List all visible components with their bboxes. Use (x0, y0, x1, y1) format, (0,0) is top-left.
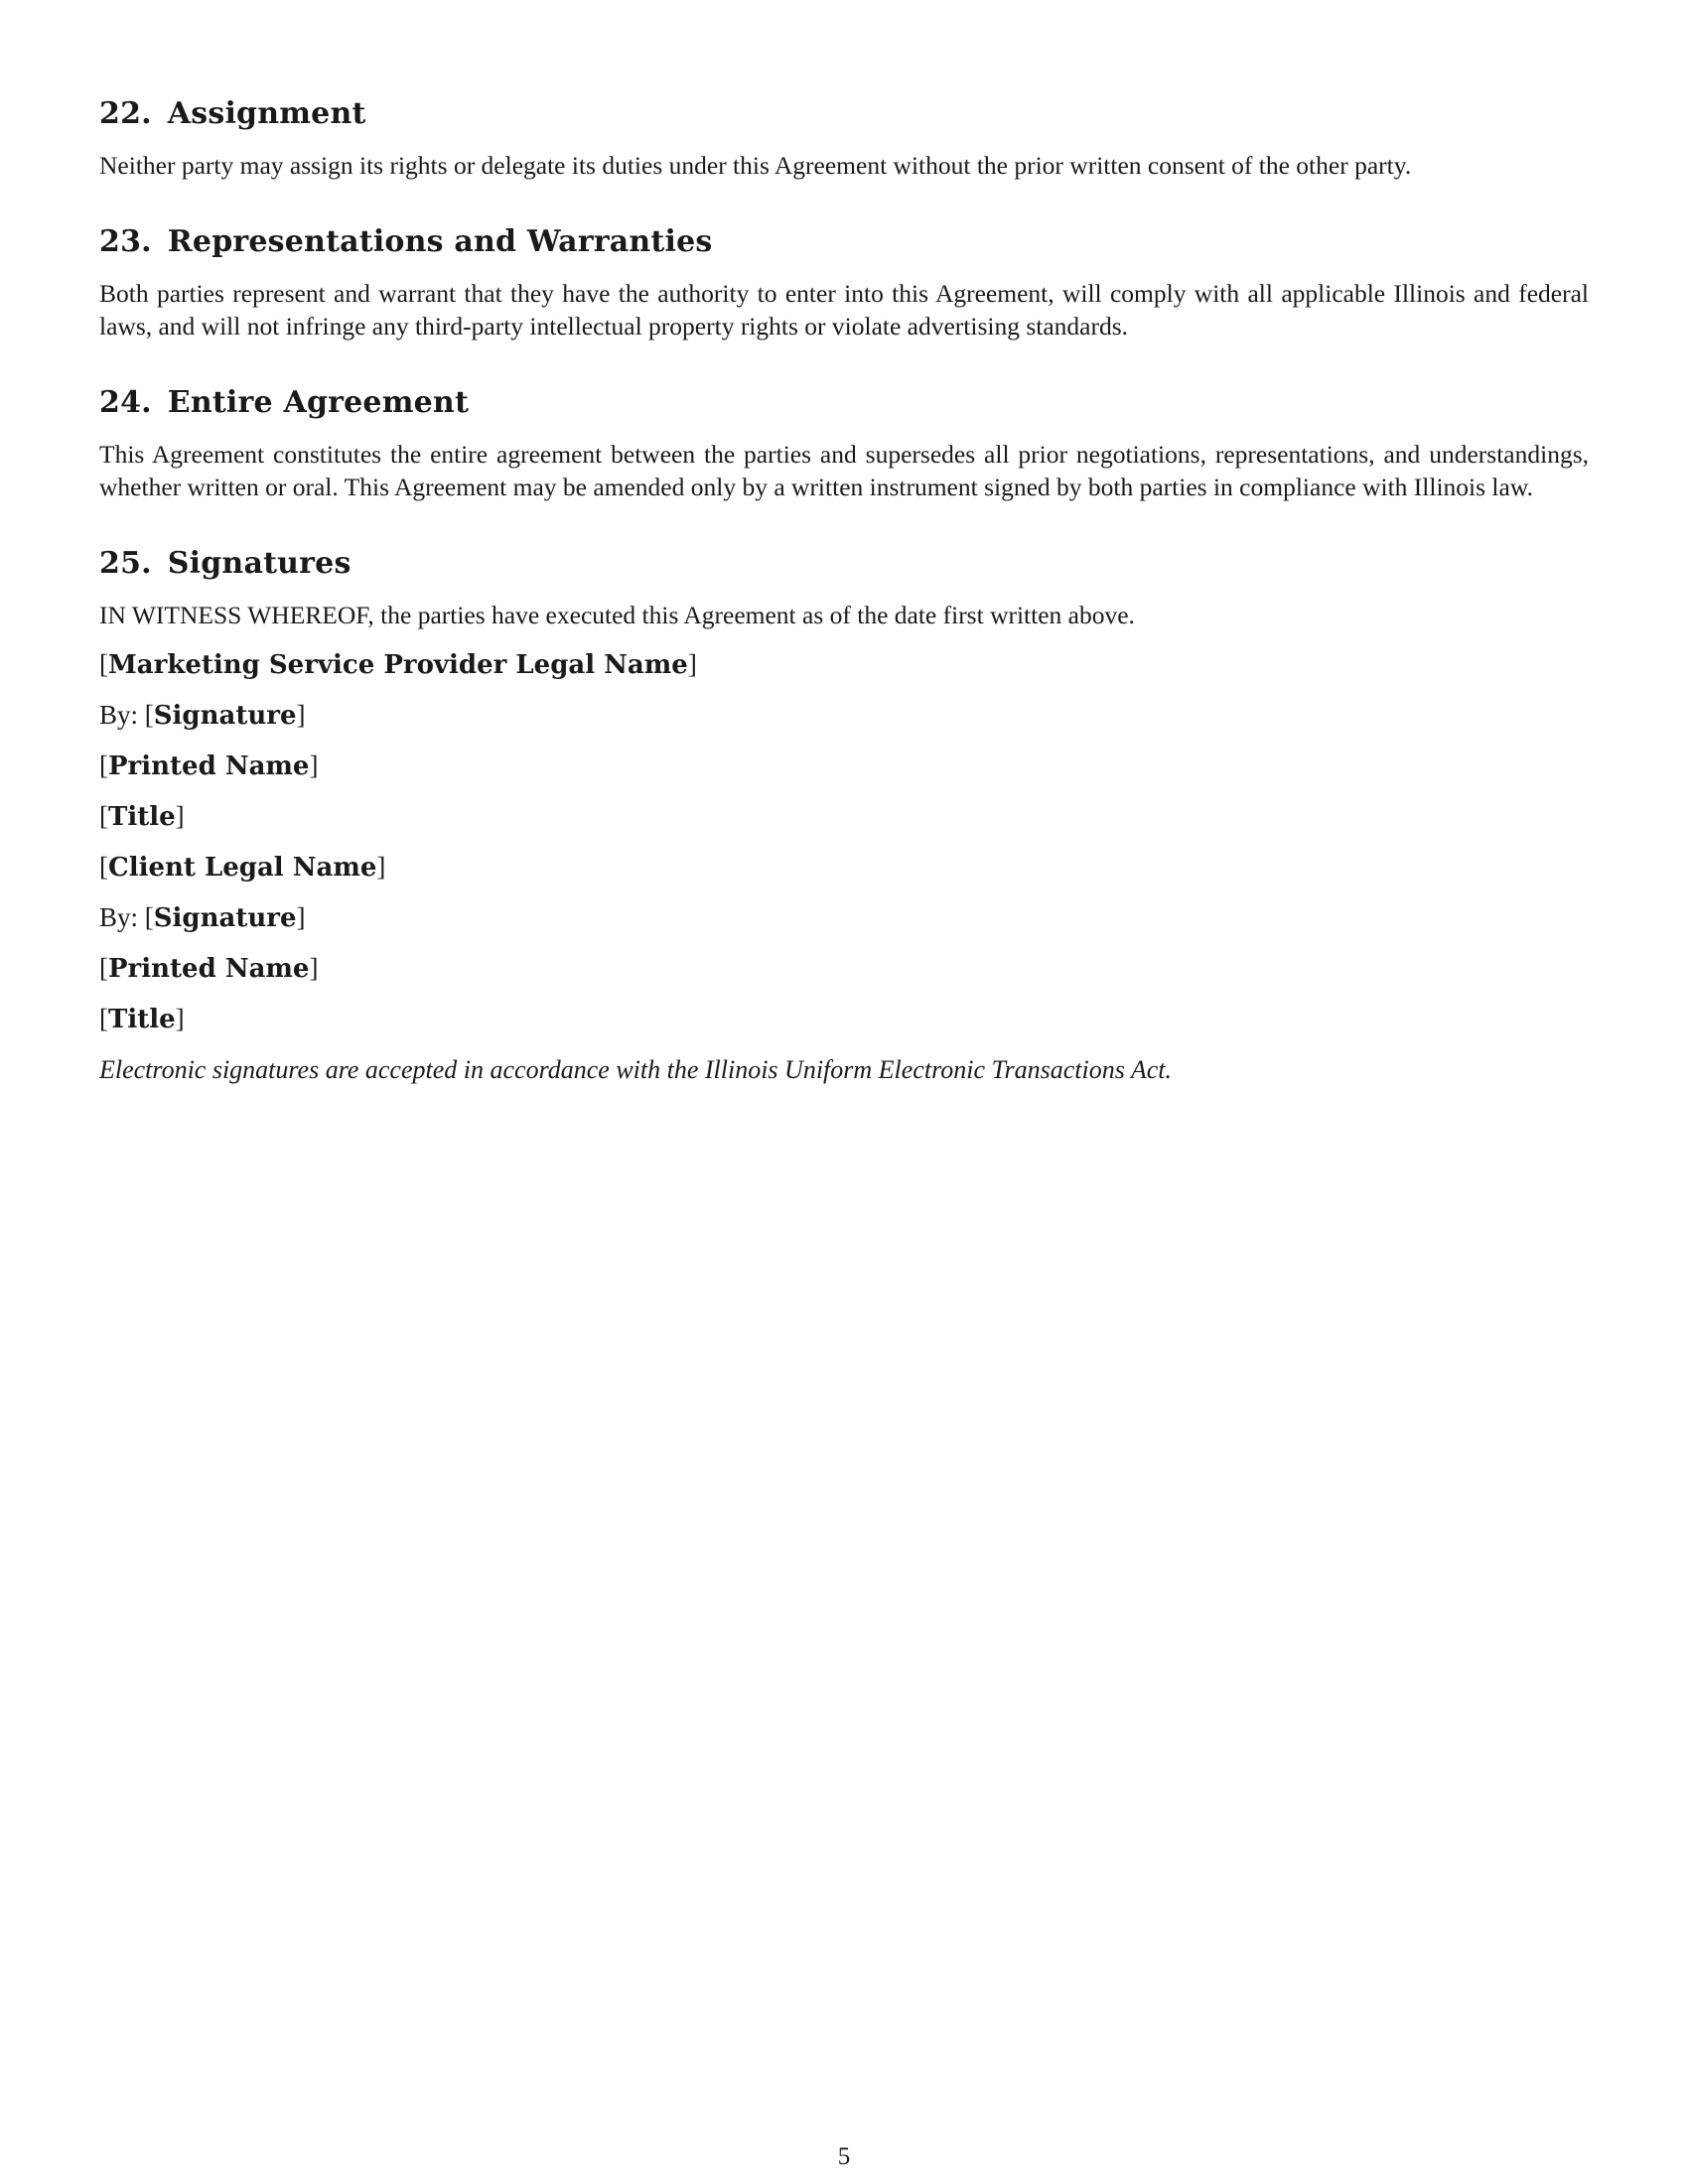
electronic-signature-note: Electronic signatures are accepted in accordance with the Illinois Uniform Electronic Transactions Act. (99, 1055, 1173, 1084)
provider-legal-name: [Marketing Service Provider Legal Name] (99, 649, 697, 680)
section-number: 25. (99, 546, 152, 581)
client-legal-name: [Client Legal Name] (99, 852, 386, 883)
provider-signature-line: By: [Signature] (99, 700, 306, 731)
provider-printed-name: [Printed Name] (99, 751, 319, 781)
section-entire-agreement (99, 382, 1589, 503)
section-heading (99, 93, 1589, 135)
document-page (99, 93, 1589, 1126)
page-number: 5 (837, 2143, 851, 2170)
client-printed-name: [Printed Name] (99, 953, 319, 984)
section-body: This Agreement constitutes the entire agreement between the parties and supersedes all prior negotiations, representations, and understandings, whether written or oral. This Agreement may be amended only by a written instrument signed by both parties in compliance with Illinois law. (99, 440, 1589, 501)
provider-title: [Title] (99, 801, 185, 832)
section-heading (99, 382, 1589, 424)
section-title: Assignment (167, 96, 366, 131)
section-assignment (99, 93, 1589, 182)
provider-signature-block (99, 648, 1589, 834)
section-title: Representations and Warranties (167, 224, 713, 259)
section-body: Neither party may assign its rights or delegate its duties under this Agreement without the prior written consent of the other party. (99, 151, 1412, 180)
section-representations-warranties (99, 221, 1589, 342)
section-heading (99, 543, 1589, 585)
section-title: Entire Agreement (167, 385, 469, 420)
section-number: 24. (99, 385, 152, 420)
client-title: [Title] (99, 1004, 185, 1034)
section-heading (99, 221, 1589, 263)
section-number: 23. (99, 224, 152, 259)
section-body: Both parties represent and warrant that they have the authority to enter into this Agreement, will comply with all applicable Illinois and federal laws, and will not infringe any third-party intellectual property rights or violate advertising standards. (99, 279, 1589, 341)
section-number: 22. (99, 96, 152, 131)
client-signature-line: By: [Signature] (99, 902, 306, 933)
witness-statement: IN WITNESS WHEREOF, the parties have executed this Agreement as of the date first written above. (99, 601, 1135, 629)
section-title: Signatures (167, 546, 352, 581)
section-signatures (99, 543, 1589, 1086)
client-signature-block (99, 851, 1589, 1036)
